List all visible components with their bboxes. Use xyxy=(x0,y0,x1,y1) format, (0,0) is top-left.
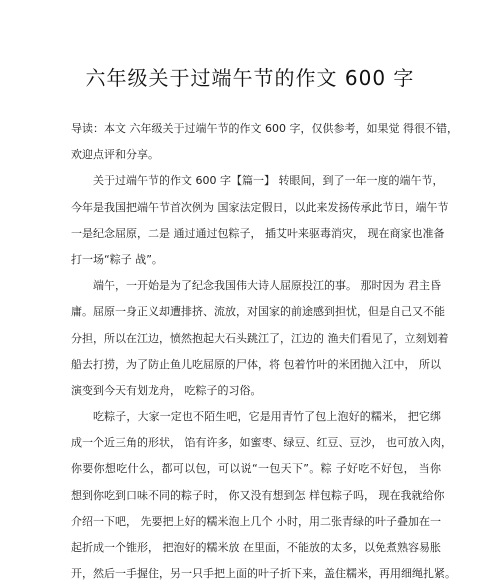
paragraph xyxy=(71,116,458,168)
paragraph-line: 介绍一下吧， 先要把上好的糯米泡上几个 小时，用二张青绿的叶子叠加在一 xyxy=(71,514,441,528)
paragraph-line: 船去打捞，为了防止鱼儿吃屈原的尸体，将 包着竹叶的米团抛入江中， 所以 xyxy=(71,357,441,371)
paragraph-line: 端午，一开始是为了纪念我国伟大诗人屈原投江的事。 那时因为 君主昏 xyxy=(93,279,441,293)
paragraph xyxy=(71,404,456,587)
paragraph xyxy=(71,168,449,273)
paragraph-line: 演变到今天有划龙舟， 吃粽子的习俗。 xyxy=(71,383,262,397)
paragraph-line: 你要你想吃什么，都可以包，可以说“一包天下”。粽 子好吃不好包， 当你 xyxy=(71,462,441,476)
paragraph-line: 关于过端午节的作文 600 字【篇一】 转眼间，到了一年一度的端午节， xyxy=(93,174,444,188)
paragraph-line: 一是纪念屈原，二是 通过通过包粽子， 插艾叶来驱毒消灾， 现在商家也准备 xyxy=(71,226,445,240)
paragraph-line: 分担，所以在江边，愤然抱起大石头跳江了，江边的 渔夫们看见了，立刻划着 xyxy=(71,331,449,345)
paragraph-line: 成一个近三角的形状， 馅有许多，如蜜枣、绿豆、红豆、豆沙， 也可放入肉， xyxy=(71,436,452,450)
paragraph-line: 打一场“粽子 战”。 xyxy=(71,252,163,266)
paragraph-line: 想到你吃到口味不同的粽子时， 你又没有想到怎 样包粽子吗， 现在我就给你 xyxy=(71,488,445,502)
paragraph-line: 导读：本文 六年级关于过端午节的作文 600 字，仅供参考，如果觉 得很不错， xyxy=(71,122,458,135)
paragraph-line: 开，然后一手握住，另一只手把上面的叶子折下来，盖住糯米，再用细绳扎紧。 xyxy=(71,567,456,581)
paragraph-line: 起折成一个锥形， 把泡好的糯米放 在里面，不能放的太多，以免煮熟容易胀 xyxy=(71,541,441,554)
paragraph-line: 今年是我国把端午节首次例为 国家法定假日，以此来发扬传承此节日，端午节 xyxy=(71,200,449,214)
paragraph xyxy=(71,273,449,404)
paragraph-line: 吃粽子，大家一定也不陌生吧，它是用青竹了包上泡好的糯米， 把它绑 xyxy=(93,410,441,424)
document-body xyxy=(71,116,458,587)
paragraph-line: 欢迎点评和分享。 xyxy=(71,148,159,162)
document-title: 六年级关于过端午节的作文 600 字 xyxy=(85,66,415,90)
paragraph-line: 庸。屈原一身正义却遭排挤、流放，对国家的前途感到担忧，但是自己又不能 xyxy=(71,305,445,319)
